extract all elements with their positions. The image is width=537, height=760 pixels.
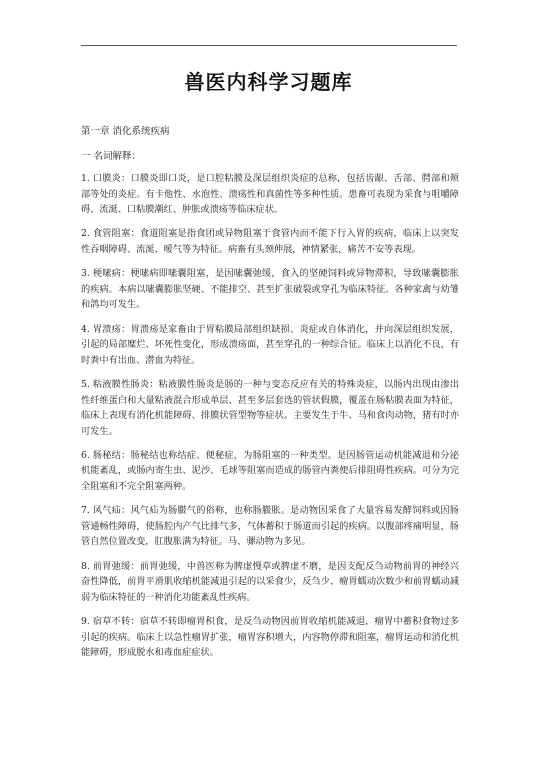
definition-entry-2: 2. 食管阻塞：食道阻塞是指食团或异物阻塞于食管内而不能下行入胃的疾病，临床上以突发性吞咽障碍、流涎、嗳气等为特征。病畜有头颈伸展，神情紧张，痛苦不安等表现。 <box>81 228 459 255</box>
document-title: 兽医内科学习题库 <box>184 70 353 94</box>
definition-entry-6: 6. 肠秘结：肠秘结也称结症、便秘症，为肠阻塞的一种类型。是因肠管运动机能减退和分泌机能紊乱，或肠内寄生虫、泥沙、毛球等阻塞而造成的肠管内粪便后排阻碍性疾病。可分为完全阻塞和不完全阻塞两种。 <box>81 449 459 493</box>
header-rule <box>81 45 457 46</box>
definition-entry-5: 5. 粘液膜性肠炎：粘液膜性肠炎是肠的一种与变态反应有关的特殊炎症，以肠内出现由渗出性纤维蛋白和大量粘液混合形成单层、甚至多层套选的管状假膜，覆盖在肠粘膜表面为特征，临床上表现有消化机能障碍、排膜状管型物等症状。主要发生于牛、马和食肉动物，猪有时亦可发生。 <box>81 378 459 437</box>
definition-entry-8: 8. 前胃弛缓：前胃弛缓，中兽医称为脾虚慢草或脾虚不磨，是因支配反刍动物前胃的神经兴奋性降低，前胃平滑肌收缩机能减退引起的以采食少，反刍少、瘤胃蠕动次数少和前胃蠕动减弱为临床特征的一种消化功能紊乱性疾病。 <box>81 560 459 603</box>
definition-list <box>81 171 459 669</box>
definition-entry-3: 3. 梗嗉病：梗嗉病即嗉囊阻塞，是因嗉囊弛缓，食入的坚硬饲料或异物滞积，导致嗉囊膨胀的疾病。本病以嗉囊膨胀坚硬、不能排空、甚至扩张破裂或穿孔为临床特征。各种家禽与幼雏和鸽均可发生。 <box>81 268 459 311</box>
definition-entry-4: 4. 胃溃疡：胃溃疡是家畜由于胃粘膜局部组织缺损、炎症或自体消化，并向深层组织发展，引起的局部糜烂、坏死性变化，形成溃疡面，甚至穿孔的一种综合征。临床上以消化不良，有时粪中有出血、潜血为特征。 <box>81 323 459 366</box>
chapter-heading: 第一章 消化系统疾病 <box>81 126 170 137</box>
definition-entry-9: 9. 宿草不转：宿草不转即瘤胃积食，是反刍动物因前胃收缩机能减退，瘤胃中蓄积食物过多引起的疾病。临床上以急性瘤胃扩张，瘤胃容积增大，内容物停滞和阻塞，瘤胃运动和消化机能障碍，形成脱水和毒血症症状。 <box>81 616 459 659</box>
definition-entry-7: 7. 风气疝：风气疝为肠臌气的俗称，也称肠臌胀。是动物因采食了大量容易发酵饲料或因肠管通畅性障碍，使肠腔内产气比排气多，气体蓄积于肠道而引起的疾病。以腹部疼痛明显，肠管自然位置改变，肛腹胀满为特征。马、骡动物为多见。 <box>81 505 459 548</box>
section-heading: 一 名词解释： <box>81 151 142 162</box>
definition-entry-1: 1. 口膜炎：口膜炎即口炎，是口腔粘膜及深层组织炎症的总称，包括齿龈、舌部、腭部和颊部等处的炎症。有卡他性、水泡性、溃疡性和真菌性等多种性质。患畜可表现为采食与咀嚼障碍、流涎、口粘膜潮红、肿胀或溃疡等临床症状。 <box>81 173 459 216</box>
